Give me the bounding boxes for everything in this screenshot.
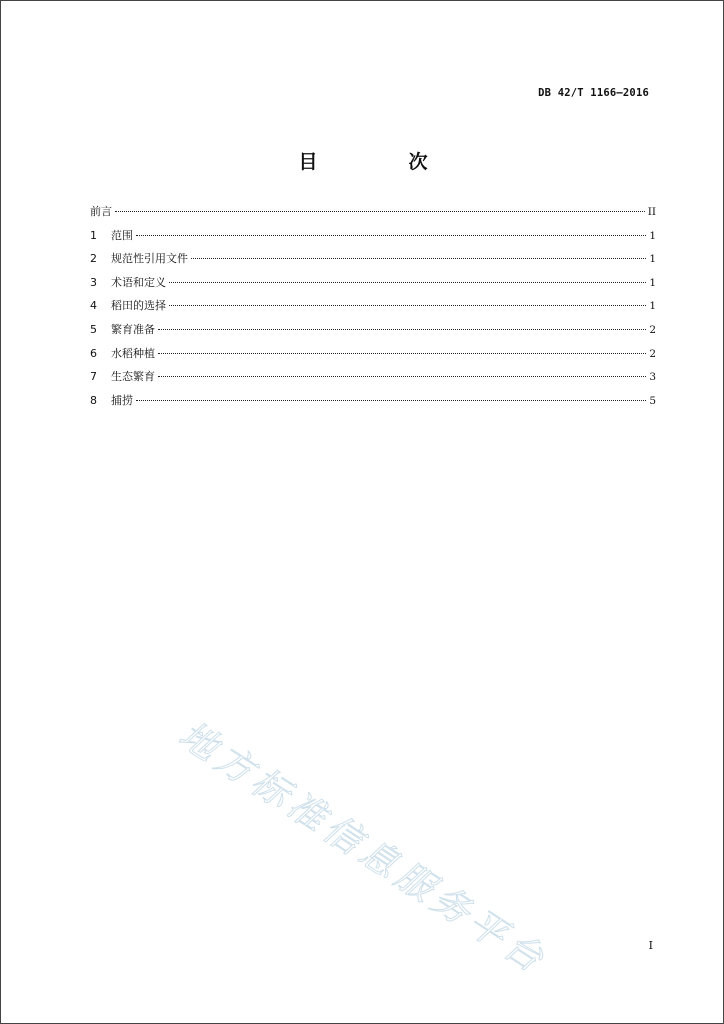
toc-entry-label: 稻田的选择: [111, 299, 166, 313]
toc-entry-number: 8: [90, 393, 97, 407]
toc-entry-label: 范围: [111, 228, 133, 242]
toc-leader-dots: [136, 400, 646, 401]
toc-entry-number: 5: [90, 322, 97, 336]
toc-entry-terms-definitions[interactable]: [90, 275, 656, 299]
watermark: 地方标准信息服务平台: [171, 712, 556, 984]
toc-entry-normative-references[interactable]: [90, 251, 656, 275]
toc-entry-page: 3: [649, 371, 656, 384]
toc-entry-breeding-preparation[interactable]: [90, 322, 656, 346]
toc-entry-page: 2: [649, 323, 656, 336]
toc-entry-rice-planting[interactable]: [90, 346, 656, 370]
toc-entry-label: 规范性引用文件: [111, 252, 188, 266]
toc-leader-dots: [191, 258, 646, 259]
table-of-contents: [90, 204, 656, 416]
toc-entry-page: 1: [649, 300, 656, 313]
toc-entry-label: 术语和定义: [111, 275, 166, 289]
toc-entry-paddy-selection[interactable]: [90, 298, 656, 322]
toc-entry-page: II: [647, 206, 656, 218]
toc-entry-page: 1: [649, 253, 656, 266]
toc-entry-label: 繁育准备: [111, 322, 155, 336]
toc-leader-dots: [158, 376, 646, 377]
toc-entry-number: 4: [90, 299, 97, 313]
toc-entry-page: 1: [649, 229, 656, 242]
toc-entry-number: 7: [90, 370, 97, 384]
toc-title: 目 次: [298, 151, 464, 173]
toc-leader-dots: [136, 235, 646, 236]
toc-leader-dots: [115, 211, 645, 212]
toc-entry-number: 3: [90, 275, 97, 289]
toc-entry-scope[interactable]: [90, 228, 656, 252]
toc-entry-ecological-breeding[interactable]: [90, 369, 656, 393]
toc-entry-number: 2: [90, 252, 97, 266]
toc-entry-label: 捕捞: [111, 393, 133, 407]
toc-entry-page: 2: [649, 347, 656, 360]
toc-entry-harvesting[interactable]: [90, 393, 656, 417]
toc-entry-label: 水稻种植: [111, 346, 155, 360]
toc-leader-dots: [169, 305, 646, 306]
page-number: I: [648, 939, 653, 952]
toc-entry-number: 1: [90, 228, 97, 242]
toc-entry-number: 6: [90, 346, 97, 360]
document-code: DB 42/T 1166—2016: [538, 87, 649, 99]
toc-entry-page: 5: [649, 394, 656, 407]
toc-entry-label: 前言: [90, 205, 112, 218]
toc-leader-dots: [158, 353, 646, 354]
toc-entry-foreword[interactable]: [90, 204, 656, 228]
toc-entry-label: 生态繁育: [111, 370, 155, 384]
toc-leader-dots: [158, 329, 646, 330]
toc-entry-page: 1: [649, 276, 656, 289]
toc-leader-dots: [169, 282, 646, 283]
